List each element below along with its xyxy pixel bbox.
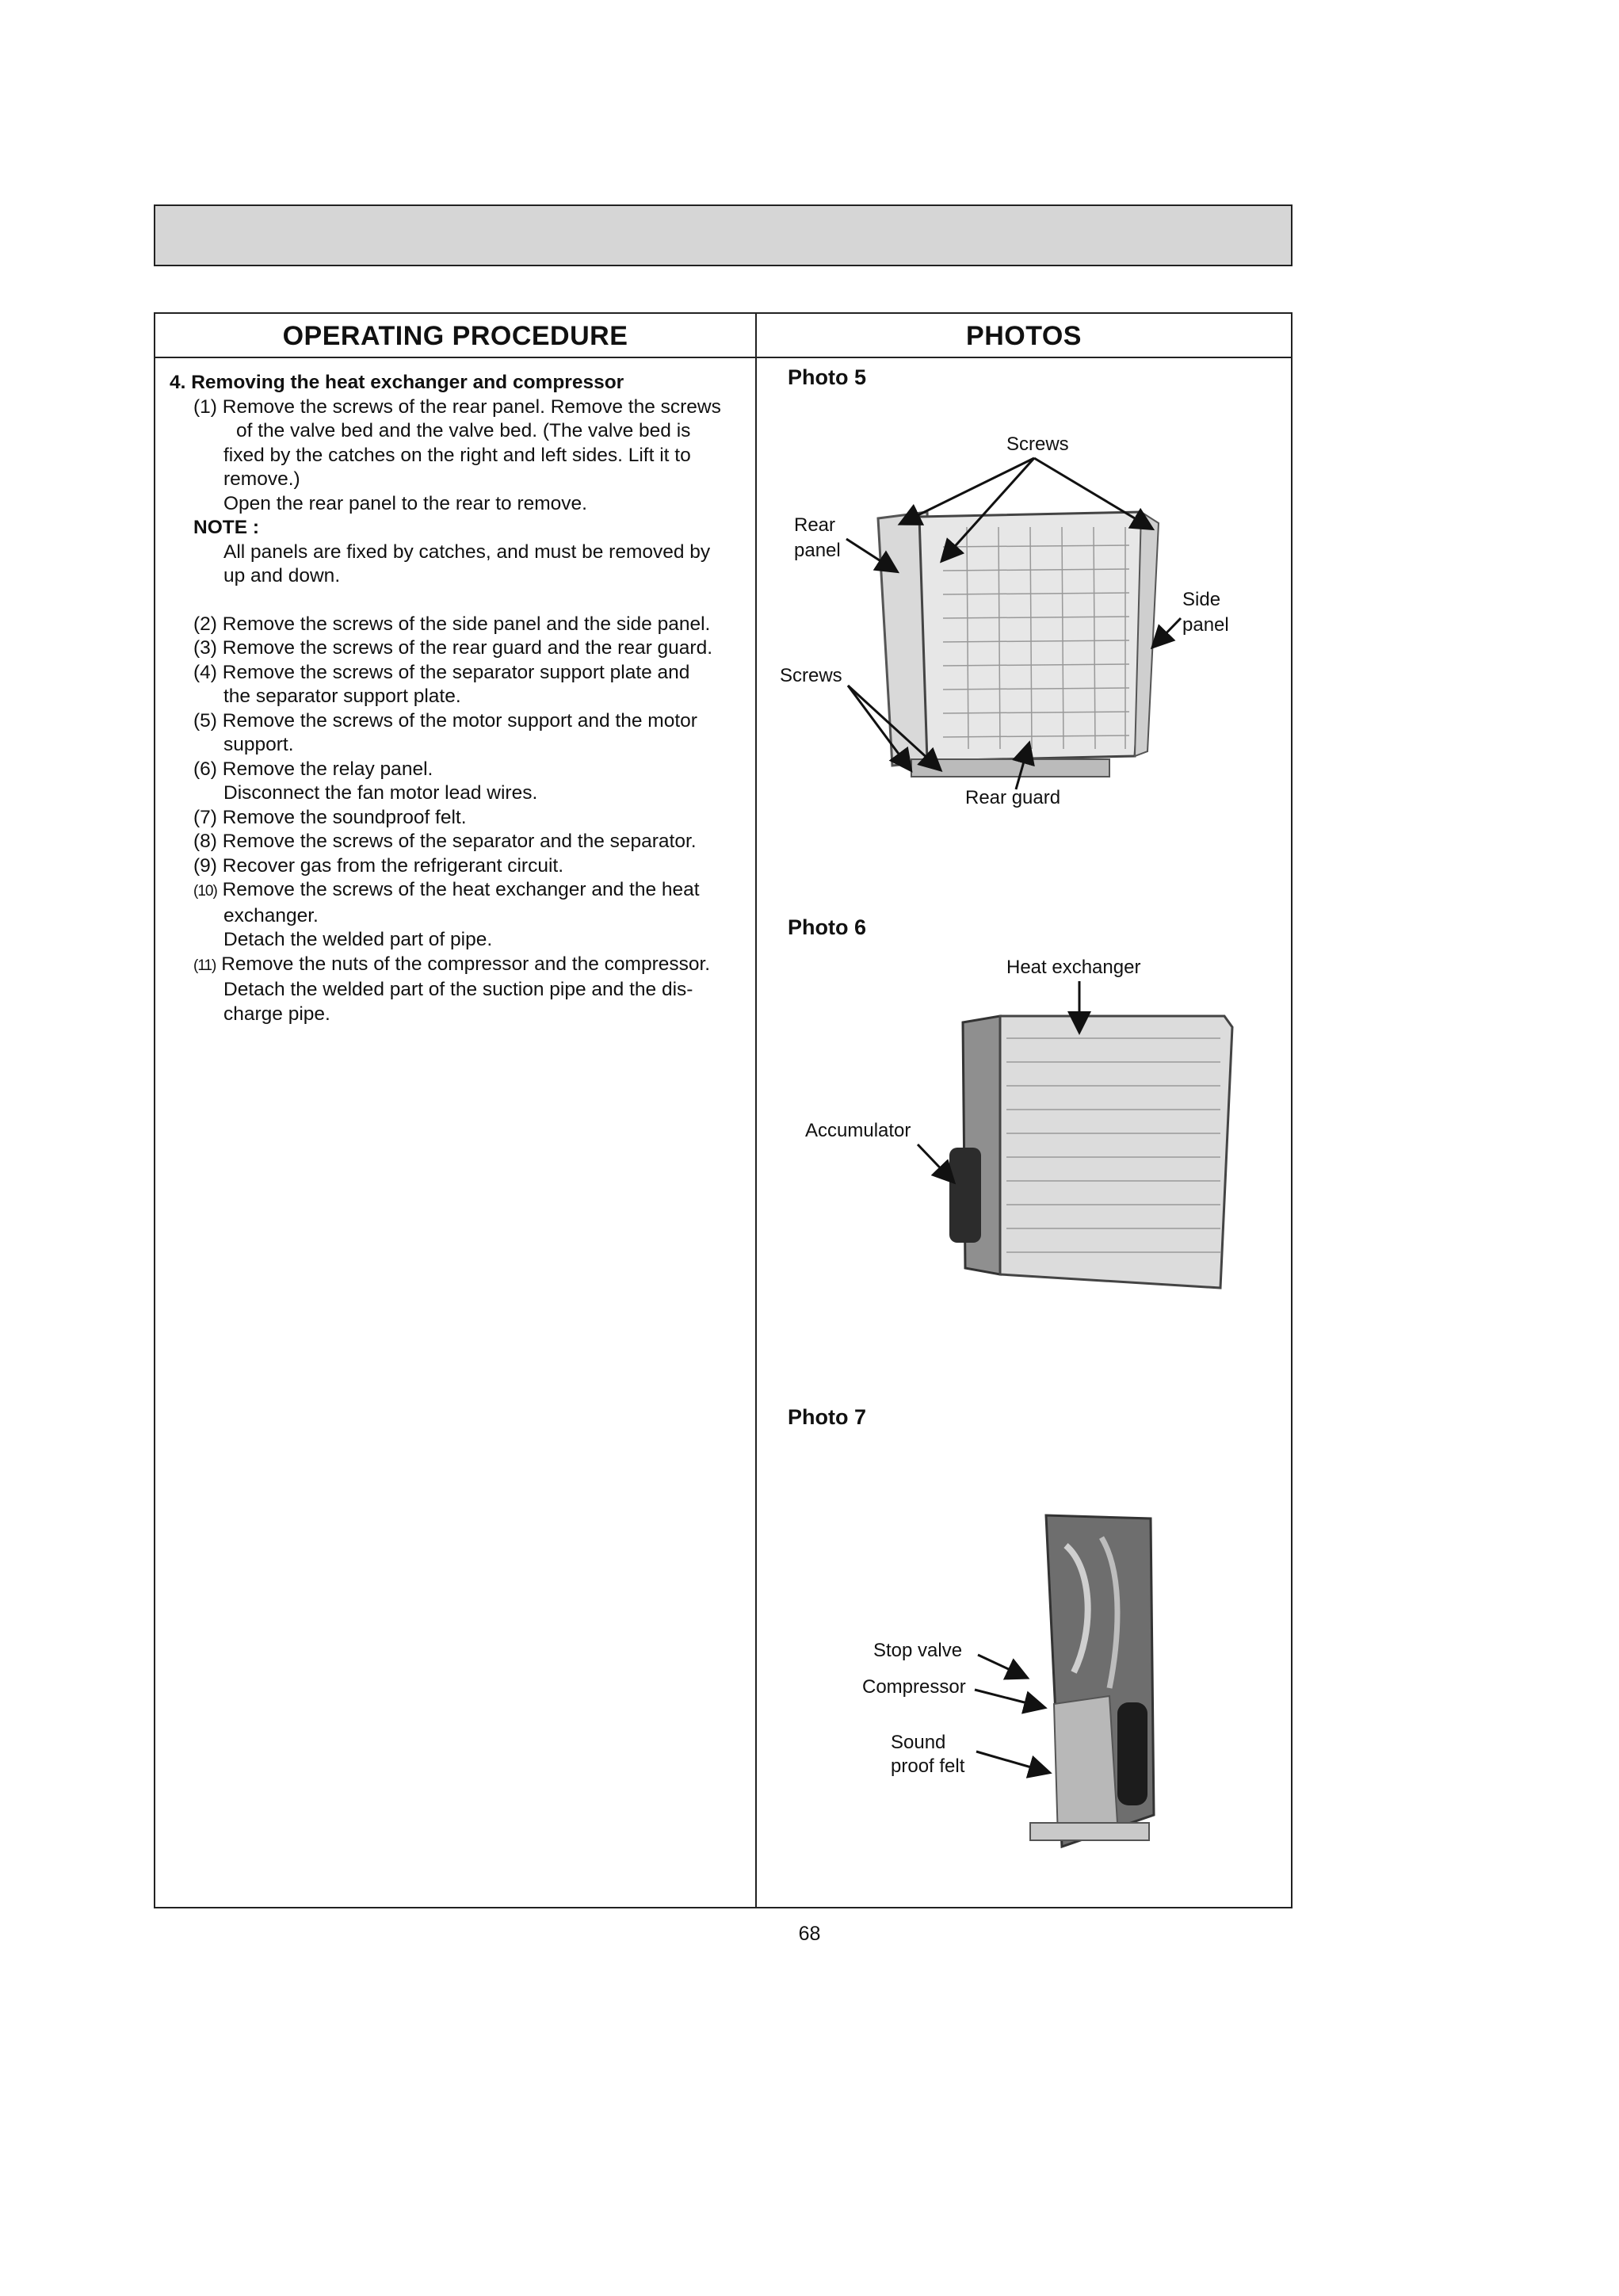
note-label: NOTE : xyxy=(193,517,260,538)
step-4-line: the separator support plate. xyxy=(223,686,461,707)
photo-5-rear-guard-label: Rear guard xyxy=(965,787,1061,808)
step-10-number: (10) xyxy=(193,883,217,900)
photo-5-side-panel-label: panel xyxy=(1182,614,1229,636)
step-5-line: support. xyxy=(223,734,294,755)
step-10-line: Detach the welded part of pipe. xyxy=(223,929,493,950)
step-6-line: (6) Remove the relay panel. xyxy=(193,758,433,780)
step-5-line: (5) Remove the screws of the motor support and the motor xyxy=(193,709,697,732)
photo-5-side-label: Side xyxy=(1182,589,1221,610)
step-11-number: (11) xyxy=(193,957,216,974)
photo-5-rear-label: Rear xyxy=(794,514,836,536)
photo-6-heat-exchanger-label: Heat exchanger xyxy=(1006,957,1141,978)
operating-procedure-heading: OPERATING PROCEDURE xyxy=(282,321,628,351)
step-1-line: (1) Remove the screws of the rear panel. Remove the screws xyxy=(193,395,721,418)
photo-7-stop-valve-label: Stop valve xyxy=(873,1640,963,1661)
photos-heading: PHOTOS xyxy=(966,321,1082,351)
step-11-line: charge pipe. xyxy=(223,1003,330,1025)
step-6-line: Disconnect the fan motor lead wires. xyxy=(223,782,538,804)
step-1-line: fixed by the catches on the right and left sides. Lift it to xyxy=(223,444,691,466)
step-1-line: of the valve bed and the valve bed. (The valve bed is xyxy=(236,420,691,441)
step-10-line: exchanger. xyxy=(223,904,319,926)
step-7-line: (7) Remove the soundproof felt. xyxy=(193,806,467,828)
photo-6-accumulator-label: Accumulator xyxy=(805,1120,911,1141)
step-2-line: (2) Remove the screws of the side panel and the side panel. xyxy=(193,613,711,635)
note-line: All panels are fixed by catches, and must be removed by xyxy=(223,541,711,563)
step-11-text: Remove the nuts of the compressor and the compressor. xyxy=(221,953,711,975)
step-9-line: (9) Recover gas from the refrigerant circuit. xyxy=(193,854,564,877)
step-3-line: (3) Remove the screws of the rear guard and the rear guard. xyxy=(193,637,713,659)
step-1-line: Open the rear panel to the rear to remove. xyxy=(223,492,587,514)
photo-5-title: Photo 5 xyxy=(788,365,866,389)
step-11-line: Detach the welded part of the suction pipe and the dis- xyxy=(223,979,693,1000)
photo-7-sound-label: Sound xyxy=(891,1732,946,1753)
step-8-line: (8) Remove the screws of the separator and the separator. xyxy=(193,831,697,852)
procedure-title: 4. Removing the heat exchanger and compressor xyxy=(170,372,624,393)
photo-5-screws-left-label: Screws xyxy=(780,665,842,686)
photo-7-title: Photo 7 xyxy=(788,1405,866,1429)
step-1-line: remove.) xyxy=(223,468,300,490)
step-10-text: Remove the screws of the heat exchanger and the heat xyxy=(222,879,700,900)
photo-7-proof-felt-label: proof felt xyxy=(891,1755,965,1777)
photo-7-compressor-label: Compressor xyxy=(862,1676,966,1698)
photo-6-title: Photo 6 xyxy=(788,915,866,939)
page-number: 68 xyxy=(798,1923,821,1945)
step-4-line: (4) Remove the screws of the separator support plate and xyxy=(193,661,690,683)
photo-5-screws-top-label: Screws xyxy=(1006,434,1069,455)
note-line: up and down. xyxy=(223,565,341,586)
photo-5-panel-label: panel xyxy=(794,540,841,561)
